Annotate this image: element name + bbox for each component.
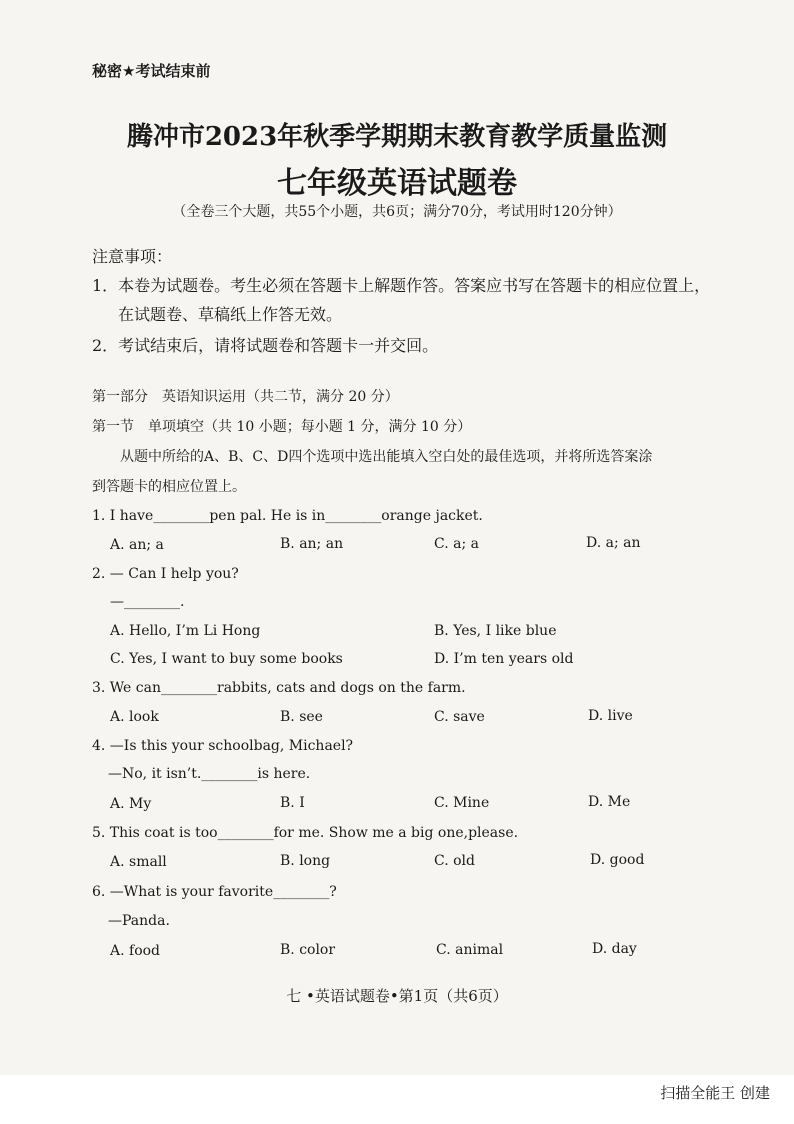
option-d: D. live — [588, 708, 633, 724]
instruction: 从题中所给的A、B、C、D四个选项中选出能填入空白处的最佳选项，并将所选答案涂 — [120, 449, 653, 465]
question-2-reply: —________. — [110, 594, 185, 610]
option-d: D. I’m ten years old — [434, 651, 574, 667]
option-a: A. food — [110, 943, 161, 959]
exam-info: （全卷三个大题，共55个小题，共6页；满分70分，考试用时120分钟） — [172, 204, 622, 220]
option-a: A. small — [110, 854, 167, 870]
option-a: A. My — [110, 796, 152, 812]
option-d: D. Me — [588, 794, 631, 810]
notice-item-1-cont: 在试题卷、草稿纸上作答无效。 — [118, 305, 343, 324]
exam-title: 腾冲市2023年秋季学期期末教育教学质量监测 — [126, 122, 668, 152]
option-b: B. I — [280, 795, 305, 811]
part-heading: 第一部分 英语知识运用（共二节，满分 20 分） — [92, 389, 399, 405]
question-4-reply: —No, it isn’t.________is here. — [108, 766, 311, 782]
option-b: B. see — [280, 709, 323, 725]
question-4: 4. —Is this your schoolbag, Michael? — [92, 738, 354, 754]
option-c: C. Yes, I want to buy some books — [110, 651, 343, 667]
option-a: A. look — [110, 709, 159, 725]
page-footer: 七 •英语试题卷•第1页（共6页） — [286, 987, 508, 1005]
option-d: D. a; an — [586, 535, 641, 551]
option-b: B. an; an — [280, 536, 344, 552]
scanner-watermark: 扫描全能王 创建 — [660, 1084, 770, 1102]
question-1: 1. I have________pen pal. He is in________orange jacket. — [92, 508, 483, 524]
option-c: C. a; a — [434, 536, 479, 552]
secret-label: 秘密★考试结束前 — [92, 62, 211, 80]
question-6-reply: —Panda. — [108, 913, 170, 929]
question-3: 3. We can________rabbits, cats and dogs on the farm. — [92, 680, 466, 696]
option-d: D. day — [592, 941, 637, 957]
notice-item-2: 2．考试结束后，请将试题卷和答题卡一并交回。 — [92, 336, 439, 355]
option-d: D. good — [590, 852, 645, 868]
instruction-cont: 到答题卡的相应位置上。 — [92, 479, 246, 495]
option-b: B. Yes, I like blue — [434, 623, 557, 639]
question-5: 5. This coat is too________for me. Show me a big one,please. — [92, 825, 519, 841]
question-2: 2. — Can I help you? — [92, 566, 239, 582]
option-c: C. Mine — [434, 795, 490, 811]
question-6: 6. —What is your favorite________? — [92, 884, 337, 900]
exam-subject-title: 七年级英语试题卷 — [277, 166, 517, 201]
notice-item-1: 1．本卷为试题卷。考生必须在答题卡上解题作答。答案应书写在答题卡的相应位置上， — [92, 276, 711, 295]
option-c: C. save — [434, 709, 485, 725]
option-b: B. long — [280, 853, 331, 869]
option-a: A. Hello, I’m Li Hong — [110, 623, 261, 639]
option-c: C. animal — [436, 942, 504, 958]
option-a: A. an; a — [110, 537, 164, 553]
option-b: B. color — [280, 942, 336, 958]
section-heading: 第一节 单项填空（共 10 小题；每小题 1 分，满分 10 分） — [92, 419, 472, 435]
option-c: C. old — [434, 853, 475, 869]
notice-heading: 注意事项： — [92, 247, 173, 266]
